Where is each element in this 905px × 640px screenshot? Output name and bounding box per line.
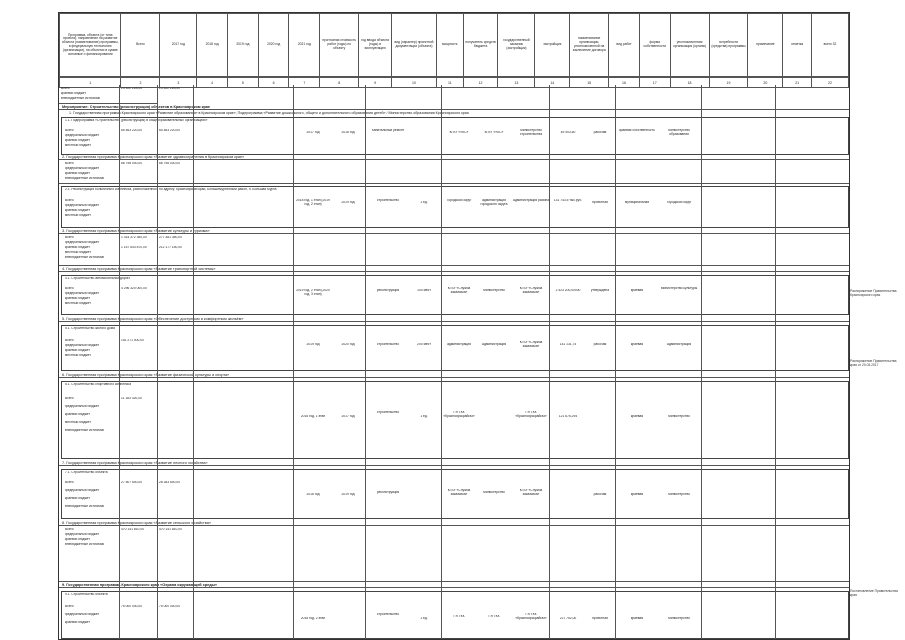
row-label: местный бюджет bbox=[65, 144, 91, 147]
column-number: 2 bbox=[121, 78, 160, 88]
input-year-cell: 2018 год bbox=[341, 131, 355, 134]
stage-cell: рабочая bbox=[593, 343, 607, 346]
section-heading: 2. Государственная программа Красноярского края «Развитие здравоохранения в Красноярском крае» bbox=[59, 155, 849, 160]
row-label: внебюджетные источники bbox=[65, 543, 105, 546]
input-year-cell: 2019 год bbox=[341, 493, 355, 496]
header-cell: примечание bbox=[748, 14, 783, 77]
input-year-cell: 2017 год bbox=[341, 415, 355, 418]
column-number: 17 bbox=[639, 78, 670, 88]
column-number: 4 bbox=[197, 78, 228, 88]
header-cell: наименование организации, уполномоченной на заключение договора bbox=[570, 14, 609, 77]
auth-cell: Городской округ bbox=[666, 201, 692, 204]
years-cell: 2018 год bbox=[306, 493, 320, 496]
year-value: 277 381 350,00 bbox=[159, 236, 182, 239]
header-cell: всего 32 bbox=[811, 14, 848, 77]
subsection-title: 4.1. Строительство автомобильной дороги bbox=[65, 277, 131, 280]
year-value: 75 000 000,00 bbox=[159, 605, 181, 608]
header-cell: Всего bbox=[121, 14, 160, 77]
header-cell: 2019 год bbox=[228, 14, 259, 77]
column-number: 13 bbox=[498, 78, 535, 88]
kind-cell: строительство bbox=[376, 343, 400, 346]
row-label: Всего bbox=[61, 87, 70, 90]
total-value: 151 271 000,00 bbox=[121, 339, 144, 342]
years-cell: 2018 год, 1 этап (2019 год, 2 этап) bbox=[296, 199, 330, 206]
input-year-cell: 2020 год bbox=[341, 343, 355, 346]
row-label: Всего bbox=[65, 339, 74, 342]
org-cell: ГУП КК «Красноярскрайгаз» bbox=[515, 613, 547, 620]
subsection-title: 6.1. Строительство спортивного комплекса bbox=[65, 383, 132, 386]
years-cell: 2017 год bbox=[306, 131, 320, 134]
row-label: Всего bbox=[65, 528, 74, 531]
total-value: 66 798 000,00 bbox=[121, 162, 143, 165]
row-label: внебюджетные источники bbox=[65, 505, 105, 508]
subsection-title: 2.1. Реконструкция больничного комплекса, расположенного по адресу: Красноярский край, Большемуртинский район, п. Большая Мурта bbox=[65, 188, 277, 191]
row-label: федеральный бюджет bbox=[65, 167, 100, 170]
section-heading: 3. Государственная программа Красноярского края «Развитие культуры и туризма» bbox=[59, 229, 849, 234]
header-cell: потребности (средства) программы bbox=[709, 14, 748, 77]
row-label: федеральный бюджет bbox=[65, 613, 100, 616]
builder-cell: ГУП КК bbox=[488, 615, 500, 618]
row-label: внебюджетные источники bbox=[65, 256, 105, 259]
client-cell: КГБУ «Служба заказчика» bbox=[447, 489, 471, 496]
row-label: краевой бюджет bbox=[65, 209, 90, 212]
row-label: Всего bbox=[65, 236, 74, 239]
stage-cell: проектная bbox=[592, 201, 608, 204]
power-cell: 200 мест bbox=[417, 343, 431, 346]
side-note: Постановление Правительства края bbox=[850, 589, 898, 597]
auth-cell: Администрация bbox=[666, 343, 692, 346]
section-block bbox=[61, 275, 849, 315]
section-block bbox=[61, 325, 849, 371]
owner-cell: краевая собственность bbox=[619, 129, 655, 132]
row-label: Всего bbox=[65, 605, 74, 608]
builder-cell: Администрация bbox=[481, 343, 507, 346]
kind-cell: реконструкция bbox=[376, 491, 400, 494]
total-value: 1 314 372 350,00 bbox=[121, 236, 147, 239]
header-cell: 2017 год bbox=[160, 14, 197, 77]
row-label: Всего bbox=[65, 199, 74, 202]
org-cell: Министерство строительства bbox=[519, 129, 543, 136]
column-number: 6 bbox=[258, 78, 289, 88]
total-value: 75 000 000,00 bbox=[121, 605, 143, 608]
builder-cell: Министерство bbox=[483, 491, 505, 494]
owner-cell: краевая bbox=[630, 617, 644, 620]
row-label: федеральный бюджет bbox=[65, 405, 100, 408]
year-value: 212 177 150,00 bbox=[159, 246, 182, 249]
row-label: краевой бюджет bbox=[65, 297, 90, 300]
owner-cell: краевая bbox=[630, 289, 644, 292]
total-value: 23 422 228,00 bbox=[121, 87, 143, 90]
subsection-title: 5.1. Строительство жилого дома bbox=[65, 327, 115, 330]
row-label: краевой бюджет bbox=[65, 349, 90, 352]
stage-cell: проектная bbox=[592, 617, 608, 620]
total-value: 1 157 543 870,00 bbox=[121, 246, 147, 249]
cost-cell: 2 423 200,00000 bbox=[555, 289, 581, 292]
client-cell: КГКУ «УКС» bbox=[449, 131, 469, 134]
header-cell: Программа, объекта (от типа проекта), направление на развитие объекта (наименование) программы, в федеральную технологию (организации), на объектах в сумме основные о финансировании bbox=[60, 14, 121, 77]
section-heading: 4. Государственная программа Красноярского края «Развитие транспортной системы» bbox=[59, 267, 849, 272]
section-heading: 5. Государственная программа Красноярского края «Обеспечение доступным и комфортным жильём» bbox=[59, 317, 849, 322]
row-label: краевой бюджет bbox=[65, 172, 90, 175]
column-number: 1 bbox=[60, 78, 121, 88]
section-heading: 1. Государственная программа Красноярского края «Развитие образования» в Красноярском крае», Подпрограмма «Развитие дошкольного, общего и дополнительного образования детей» / Министерство образования Красноярского края bbox=[69, 111, 469, 115]
header-cell: год ввода объекта (годы) в эксплуатацию bbox=[359, 14, 392, 77]
side-note: Распоряжение Правительства Красноярского края bbox=[850, 289, 897, 297]
row-label: Всего bbox=[65, 397, 74, 400]
header-cell: вид работ bbox=[609, 14, 640, 77]
row-label: Всего bbox=[65, 287, 74, 290]
header-cell: застройщик bbox=[535, 14, 570, 77]
column-number: 15 bbox=[570, 78, 609, 88]
org-cell: КГБУ «Служба заказчика» bbox=[519, 489, 543, 496]
column-number: 22 bbox=[811, 78, 848, 88]
row-label: краевой бюджет bbox=[65, 139, 90, 142]
total-value: 11 183 320,00 bbox=[121, 397, 142, 400]
row-label: федеральный бюджет bbox=[65, 344, 100, 347]
header-cell: 2020 год bbox=[258, 14, 289, 77]
header-cell: 2021 год bbox=[289, 14, 320, 77]
column-number: 7 bbox=[289, 78, 320, 88]
row-label: краевой бюджет bbox=[61, 92, 86, 95]
row-label: местный бюджет bbox=[65, 354, 91, 357]
input-year-cell: 2019 год bbox=[341, 201, 355, 204]
row-label: местный бюджет bbox=[65, 302, 91, 305]
year-value: 470 141 810,00 bbox=[159, 528, 182, 531]
column-number: 9 bbox=[359, 78, 392, 88]
row-label: краевой бюджет bbox=[65, 497, 90, 500]
total-value: 65 463 220,00 bbox=[121, 129, 143, 132]
header-cell: мощность bbox=[437, 14, 464, 77]
years-cell: 2016 год, 1 этап bbox=[300, 415, 326, 418]
client-cell: КГБУ «Служба заказчика» bbox=[447, 287, 471, 294]
owner-cell: муниципальная bbox=[624, 201, 650, 204]
section-heading: 9. Государственная программа Красноярского края «Охрана окружающей среды» bbox=[59, 583, 849, 588]
column-number: 21 bbox=[783, 78, 812, 88]
row-label: федеральный бюджет bbox=[65, 292, 100, 295]
auth-cell: Министерство культуры bbox=[660, 287, 698, 290]
row-label: федеральный бюджет bbox=[65, 134, 100, 137]
subsection-title: 9.1. Строительство объекта bbox=[65, 593, 108, 596]
row-label: местный бюджет bbox=[65, 421, 91, 424]
builder-cell: Министерство bbox=[483, 289, 505, 292]
year-value: 23 422 228,00 bbox=[159, 87, 181, 90]
builder-cell: КГКУ «УКС» bbox=[484, 131, 504, 134]
section-block bbox=[61, 381, 849, 459]
org-cell: Администрация района bbox=[512, 199, 550, 202]
column-number: 14 bbox=[535, 78, 570, 88]
header-cell: прогнозная стоимость работ (годы) по объекту bbox=[320, 14, 359, 77]
section-heading: 7. Государственная программа Красноярского края «Развитие лесного хозяйства» bbox=[59, 461, 849, 466]
row-label: краевой бюджет bbox=[65, 413, 90, 416]
owner-cell: краевая bbox=[630, 343, 644, 346]
power-cell: 1 ед. bbox=[420, 201, 428, 204]
row-label: федеральный бюджет bbox=[65, 241, 100, 244]
builder-cell: администрация городского округа bbox=[480, 199, 508, 206]
client-cell: Городской округ bbox=[446, 199, 472, 202]
org-cell: ГУП КК «Красноярскрайгаз» bbox=[515, 411, 547, 418]
client-cell: ГУП КК «Красноярскрайгаз» bbox=[443, 411, 475, 418]
years-cell: 2019 год, 2 этап (2020 год, 3 этап) bbox=[296, 289, 330, 296]
column-number: 3 bbox=[160, 78, 197, 88]
power-cell: 1 ед. bbox=[420, 617, 428, 620]
auth-cell: Министерство bbox=[668, 415, 690, 418]
row-label: Всего bbox=[65, 129, 74, 132]
owner-cell: краевая bbox=[630, 493, 644, 496]
column-number: 10 bbox=[391, 78, 436, 88]
header-cell: отметка bbox=[783, 14, 812, 77]
cost-cell: 227 752,00 bbox=[559, 617, 577, 620]
cost-cell: 141 131,74 bbox=[559, 343, 577, 346]
row-label: краевой бюджет bbox=[65, 246, 90, 249]
stage-cell: рабочая bbox=[593, 493, 607, 496]
auth-cell: Министерство bbox=[668, 617, 690, 620]
cost-cell: 131 743,5 тыс.руб. bbox=[553, 199, 583, 202]
kind-cell: строительство bbox=[376, 199, 400, 202]
row-label: местный бюджет bbox=[65, 214, 91, 217]
row-label: местный бюджет bbox=[65, 251, 91, 254]
row-label: внебюджетные источники bbox=[61, 97, 101, 100]
client-cell: администрация bbox=[447, 343, 471, 346]
document-sheet bbox=[58, 12, 850, 640]
total-value: 27 507 600,00 bbox=[121, 481, 143, 484]
year-value: 65 463 220,00 bbox=[159, 129, 181, 132]
section-heading: Мероприятие: Строительство (реконструкция) объектов в Красноярском крае bbox=[59, 105, 849, 110]
header-cell: вид (характер) проектной документации (объекта) bbox=[391, 14, 436, 77]
power-cell: 100 мест bbox=[417, 289, 431, 292]
side-note: Распоряжение Правительства края от 20.03.2017 bbox=[850, 359, 897, 367]
years-cell: 2019 год bbox=[306, 343, 320, 346]
kind-cell: строительство bbox=[376, 613, 400, 616]
section-block bbox=[61, 186, 849, 228]
power-cell: 1 ед. bbox=[420, 415, 428, 418]
cost-cell: 49 403,50 bbox=[560, 131, 576, 134]
section-heading: 8. Государственная программа Красноярского края «Развитие сельского хозяйства» bbox=[59, 521, 849, 526]
header-cell: уполномоченная организация (органы) bbox=[670, 14, 709, 77]
row-label: внебюджетные источники bbox=[65, 177, 105, 180]
table-header bbox=[59, 13, 849, 77]
total-value: 4 296 320 000,00 bbox=[121, 287, 147, 290]
header-cell: 2018 год bbox=[197, 14, 228, 77]
header-cell: форма собственности bbox=[639, 14, 670, 77]
column-number: 20 bbox=[748, 78, 783, 88]
column-number: 12 bbox=[463, 78, 498, 88]
subsection-title: 7.1. Строительство объекта bbox=[65, 471, 108, 474]
subsection-title: 1.1. Подпрограмма «Строительство (реконструкция) в общеобразовательных организациях» bbox=[65, 119, 208, 122]
column-number: 16 bbox=[609, 78, 640, 88]
row-label: краевой бюджет bbox=[65, 538, 90, 541]
stage-cell: утверждена bbox=[590, 289, 610, 292]
auth-cell: Министерство bbox=[668, 493, 690, 496]
kind-cell: реконструкция bbox=[376, 289, 400, 292]
years-cell: 2018 год, 2 этап bbox=[300, 617, 326, 620]
column-number: 19 bbox=[709, 78, 748, 88]
auth-cell: Министерство образования bbox=[668, 129, 690, 136]
kind-cell: строительство bbox=[376, 411, 400, 414]
owner-cell: краевая bbox=[630, 415, 644, 418]
client-cell: ГУП КК bbox=[453, 615, 465, 618]
row-label: внебюджетные источники bbox=[65, 429, 105, 432]
header-cell: государственный заказчик (застройщик) bbox=[498, 14, 535, 77]
year-value: 66 798 000,00 bbox=[159, 162, 181, 165]
row-label: Всего bbox=[65, 162, 74, 165]
cost-cell: 121 675,294 bbox=[558, 415, 578, 418]
row-label: федеральный бюджет bbox=[65, 489, 100, 492]
section-heading: 6. Государственная программа Красноярского края «Развитие физической культуры и спорта» bbox=[59, 373, 849, 378]
stage-cell: рабочая bbox=[593, 131, 607, 134]
header-cell: получатель средств бюджета bbox=[463, 14, 498, 77]
kind-cell: Капитальный ремонт bbox=[371, 129, 405, 132]
column-number: 5 bbox=[228, 78, 259, 88]
row-label: федеральный бюджет bbox=[65, 204, 100, 207]
row-label: краевой бюджет bbox=[65, 621, 90, 624]
column-number: 18 bbox=[670, 78, 709, 88]
row-label: Всего bbox=[65, 481, 74, 484]
row-label: федеральный бюджет bbox=[65, 533, 100, 536]
org-cell: КГБУ «Служба заказчика» bbox=[519, 287, 543, 294]
org-cell: КГБУ «Служба заказчика» bbox=[519, 341, 543, 348]
year-value: 28 283 600,00 bbox=[159, 481, 181, 484]
total-value: 470 141 810,00 bbox=[121, 528, 144, 531]
column-number: 8 bbox=[320, 78, 359, 88]
column-number: 11 bbox=[437, 78, 464, 88]
